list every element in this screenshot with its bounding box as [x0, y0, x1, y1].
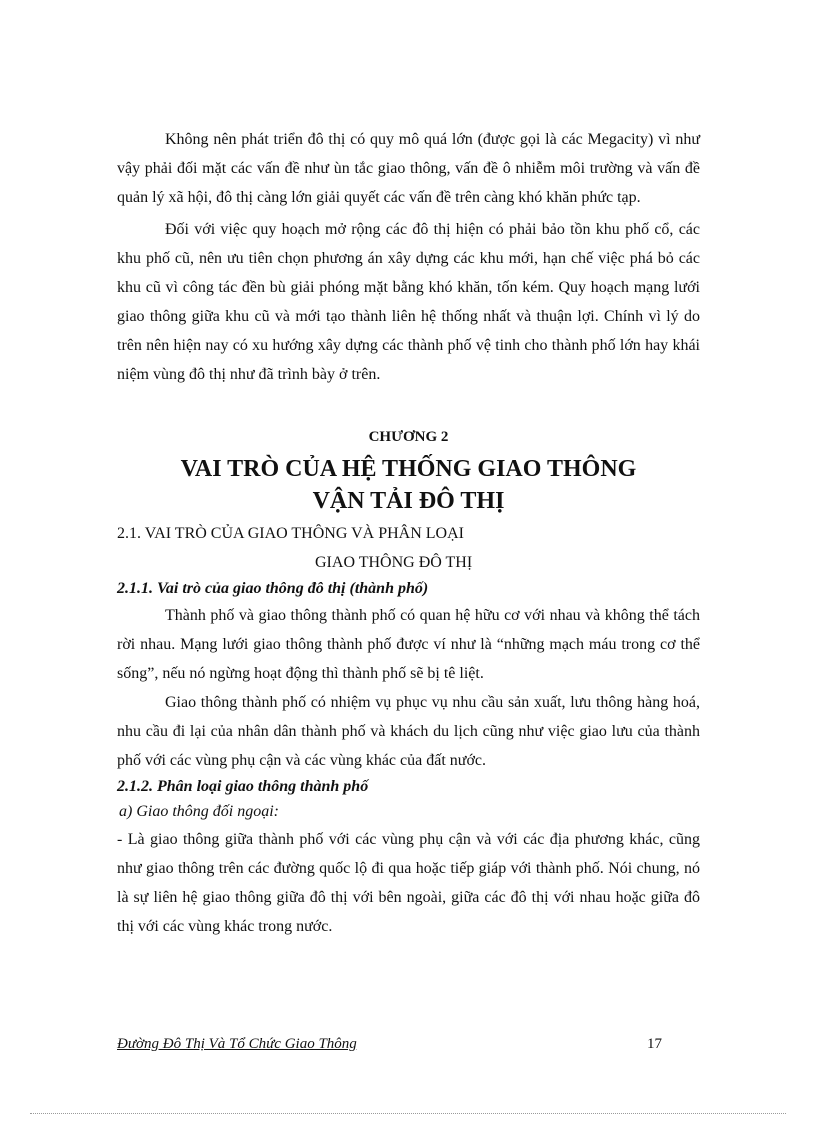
subsection-title-2-1-1: 2.1.1. Vai trò của giao thông đô thị (thành phố) — [117, 580, 429, 597]
page-footer — [117, 1034, 662, 1054]
subsection-title-2-1-2: 2.1.2. Phân loại giao thông thành phố — [117, 778, 369, 795]
chapter-title-line2: VẬN TẢI ĐÔ THỊ — [312, 488, 505, 514]
chapter-title-line1: VAI TRÒ CỦA HỆ THỐNG GIAO THÔNG — [180, 456, 637, 482]
paragraph-role-2: Giao thông thành phố có nhiệm vụ phục vụ nhu cầu sản xuất, lưu thông hàng hoá, nhu cầu đi lại của nhân dân thành phố và khách du lịch cũng như việc giao lưu của thành phố với các vùng phụ cận và các vùng khác của đất nước. — [117, 694, 700, 769]
bottom-divider — [30, 1113, 786, 1114]
section-title-line2: GIAO THÔNG ĐÔ THỊ — [315, 554, 473, 571]
paragraph-megacity: Không nên phát triển đô thị có quy mô quá lớn (được gọi là các Megacity) vì như vậy phải đối mặt các vấn đề như ùn tắc giao thông, vấn đề ô nhiễm môi trường và vấn đề quản lý xã hội, đô thị càng lớn giải quyết các vấn đề trên càng khó khăn phức tạp. — [117, 131, 700, 206]
section-title-line1: 2.1. VAI TRÒ CỦA GIAO THÔNG VÀ PHÂN LOẠI — [117, 525, 464, 542]
page-content — [117, 125, 700, 941]
chapter-label: CHƯƠNG 2 — [368, 429, 449, 445]
paragraph-external-traffic: - Là giao thông giữa thành phố với các vùng phụ cận và với các địa phương khác, cũng như giao thông trên các đường quốc lộ đi qua hoặc tiếp giáp với thành phố. Nói chung, nó là sự liên hệ giao thông giữa đô thị với bên ngoài, giữa các đô thị với nhau hoặc giữa đô thị với các vùng khác trong nước. — [117, 831, 700, 935]
paragraph-planning: Đối với việc quy hoạch mở rộng các đô thị hiện có phải bảo tồn khu phố cổ, các khu phố cũ, nên ưu tiên chọn phương án xây dựng các khu mới, hạn chế việc phá bỏ các khu cũ vì công tác đền bù giải phóng mặt bằng khó khăn, tốn kém. Quy hoạch mạng lưới giao thông giữa khu cũ và mới tạo thành liên hệ thống nhất và thuận lợi. Chính vì lý do trên nên hiện nay có xu hướng xây dựng các thành phố vệ tinh cho thành phố lớn hay khái niệm vùng đô thị như đã trình bày ở trên. — [117, 221, 700, 383]
paragraph-role-1: Thành phố và giao thông thành phố có quan hệ hữu cơ với nhau và không thể tách rời nhau. Mạng lưới giao thông thành phố được ví như là “những mạch máu trong cơ thể sống”, nếu nó ngừng hoạt động thì thành phố sẽ bị tê liệt. — [117, 607, 700, 682]
item-heading-a: a) Giao thông đối ngoại: — [119, 803, 279, 820]
footer-title: Đường Đô Thị Và Tổ Chức Giao Thông — [117, 1036, 357, 1052]
chapter-title — [117, 453, 700, 517]
page-number: 17 — [647, 1036, 662, 1052]
